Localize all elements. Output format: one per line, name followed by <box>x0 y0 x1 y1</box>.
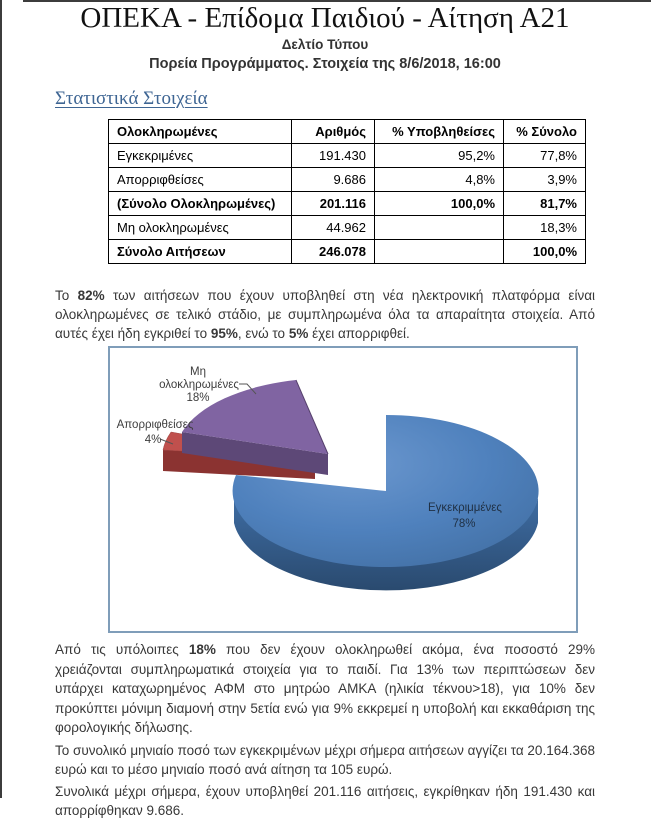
row-pct-total: 81,7% <box>504 192 586 216</box>
table-row <box>109 168 586 192</box>
header-pct-total: % Σύνολο <box>504 120 586 144</box>
paragraph-totals: Συνολικά μέχρι σήμερα, έχουν υποβληθεί 201.116 αιτήσεις, εγκρίθηκαν ήδη 191.430 και απορρίφθηκαν 9.686. <box>55 783 595 818</box>
row-count: 191.430 <box>292 144 375 168</box>
page-left-edge <box>0 0 2 798</box>
row-pct-total: 3,9% <box>504 168 586 192</box>
row-pct-submitted <box>375 240 504 264</box>
row-pct-submitted: 100,0% <box>375 192 504 216</box>
row-count: 9.686 <box>292 168 375 192</box>
header-completed: Ολοκληρωμένες <box>109 120 292 144</box>
row-pct-total: 100,0% <box>504 240 586 264</box>
row-pct-submitted: 4,8% <box>375 168 504 192</box>
row-pct-total: 18,3% <box>504 216 586 240</box>
row-count: 246.078 <box>292 240 375 264</box>
row-pct-submitted <box>375 216 504 240</box>
pie-chart-frame <box>108 346 578 633</box>
program-status-subtitle: Πορεία Προγράμματος. Στοιχεία της 8/6/2018, 16:00 <box>149 56 501 72</box>
table-row <box>109 144 586 168</box>
text-run: Από τις υπόλοιπες <box>55 642 189 657</box>
pie-label-approved-pct: 78% <box>452 518 476 530</box>
stat-18pct: 18% <box>188 642 216 657</box>
paragraph-completion-summary <box>55 286 595 343</box>
pie-label-incomplete-pct: 18% <box>186 392 210 404</box>
section-heading: Στατιστικά Στοιχεία <box>55 88 208 109</box>
row-pct-total: 77,8% <box>504 144 586 168</box>
text-run: των αιτήσεων που έχουν υποβληθεί στη νέα ηλεκτρονική πλατφόρμα είναι ολοκληρωμένες σε τελικό στάδιο, με συμπληρωμένα όλα τα απαραίτητα στοιχεία. Από αυτές έχει ήδη εγκριθεί το <box>55 288 595 341</box>
text-run: που δεν έχουν ολοκληρωθεί ακόμα, ένα ποσοστό 29% χρειάζονται συμπληρωματικά στοιχεία για το παιδί. Για 13% των περιπτώσεων δεν υπάρχει καταχωρημένος ΑΦΜ στο μητρώο ΑΜΚΑ (ηλικία τέκνου>18), για 10% δεν προκύπτει μόνιμη διαμονή στην 5ετία ενώ για 9% εκκρεμεί η υποβολή και εκκαθάριση της φορολογικής δήλωσης. <box>55 642 595 735</box>
pie-label-approved-name: Εγκεκριμμένες <box>428 502 502 514</box>
row-count: 201.116 <box>292 192 375 216</box>
text-run: Το <box>55 288 78 303</box>
pie-label-incomplete-line1: Μη <box>190 366 206 378</box>
text-run: έχει απορριφθεί. <box>308 326 410 341</box>
page-top-edge <box>23 0 651 2</box>
header-count: Αριθμός <box>292 120 375 144</box>
paragraph-monthly-amount: Το συνολικό μηνιαίο ποσό των εγκεκριμένων μέχρι σήμερα αιτήσεων αγγίζει τα 20.164.368 ευρώ και το μέσο μηνιαίο ποσό ανά αίτηση τα 105 ευρώ. <box>55 742 595 777</box>
table-row <box>109 216 586 240</box>
stat-95pct: 95% <box>210 326 238 341</box>
table-row <box>109 192 586 216</box>
row-label: Εγκεκριμένες <box>109 144 292 168</box>
pie-label-rejected-pct: 4% <box>144 434 162 446</box>
pie-label-rejected-name: Απορριφθείσες <box>116 419 194 431</box>
header-pct-submitted: % Υποβληθείσες <box>375 120 504 144</box>
paragraph-incomplete-breakdown <box>55 640 595 738</box>
text-run: , ενώ το <box>237 326 289 341</box>
row-label: (Σύνολο Ολοκληρωμένες) <box>109 192 292 216</box>
page-title: ΟΠΕΚΑ - Επίδομα Παιδιού - Αίτηση Α21 <box>80 2 570 34</box>
row-pct-submitted: 95,2% <box>375 144 504 168</box>
table-header-row <box>109 120 586 144</box>
press-release-subtitle: Δελτίο Τύπου <box>281 37 369 52</box>
row-label: Σύνολο Αιτήσεων <box>109 240 292 264</box>
stats-table <box>108 119 586 264</box>
pie-label-incomplete-line2: ολοκληρωμένες <box>159 379 239 391</box>
table-row <box>109 240 586 264</box>
row-label: Απορριφθείσες <box>109 168 292 192</box>
stat-5pct: 5% <box>288 326 309 341</box>
row-label: Μη ολοκληρωμένες <box>109 216 292 240</box>
stat-82pct: 82% <box>77 288 105 303</box>
pie-chart-svg <box>110 348 576 631</box>
row-count: 44.962 <box>292 216 375 240</box>
